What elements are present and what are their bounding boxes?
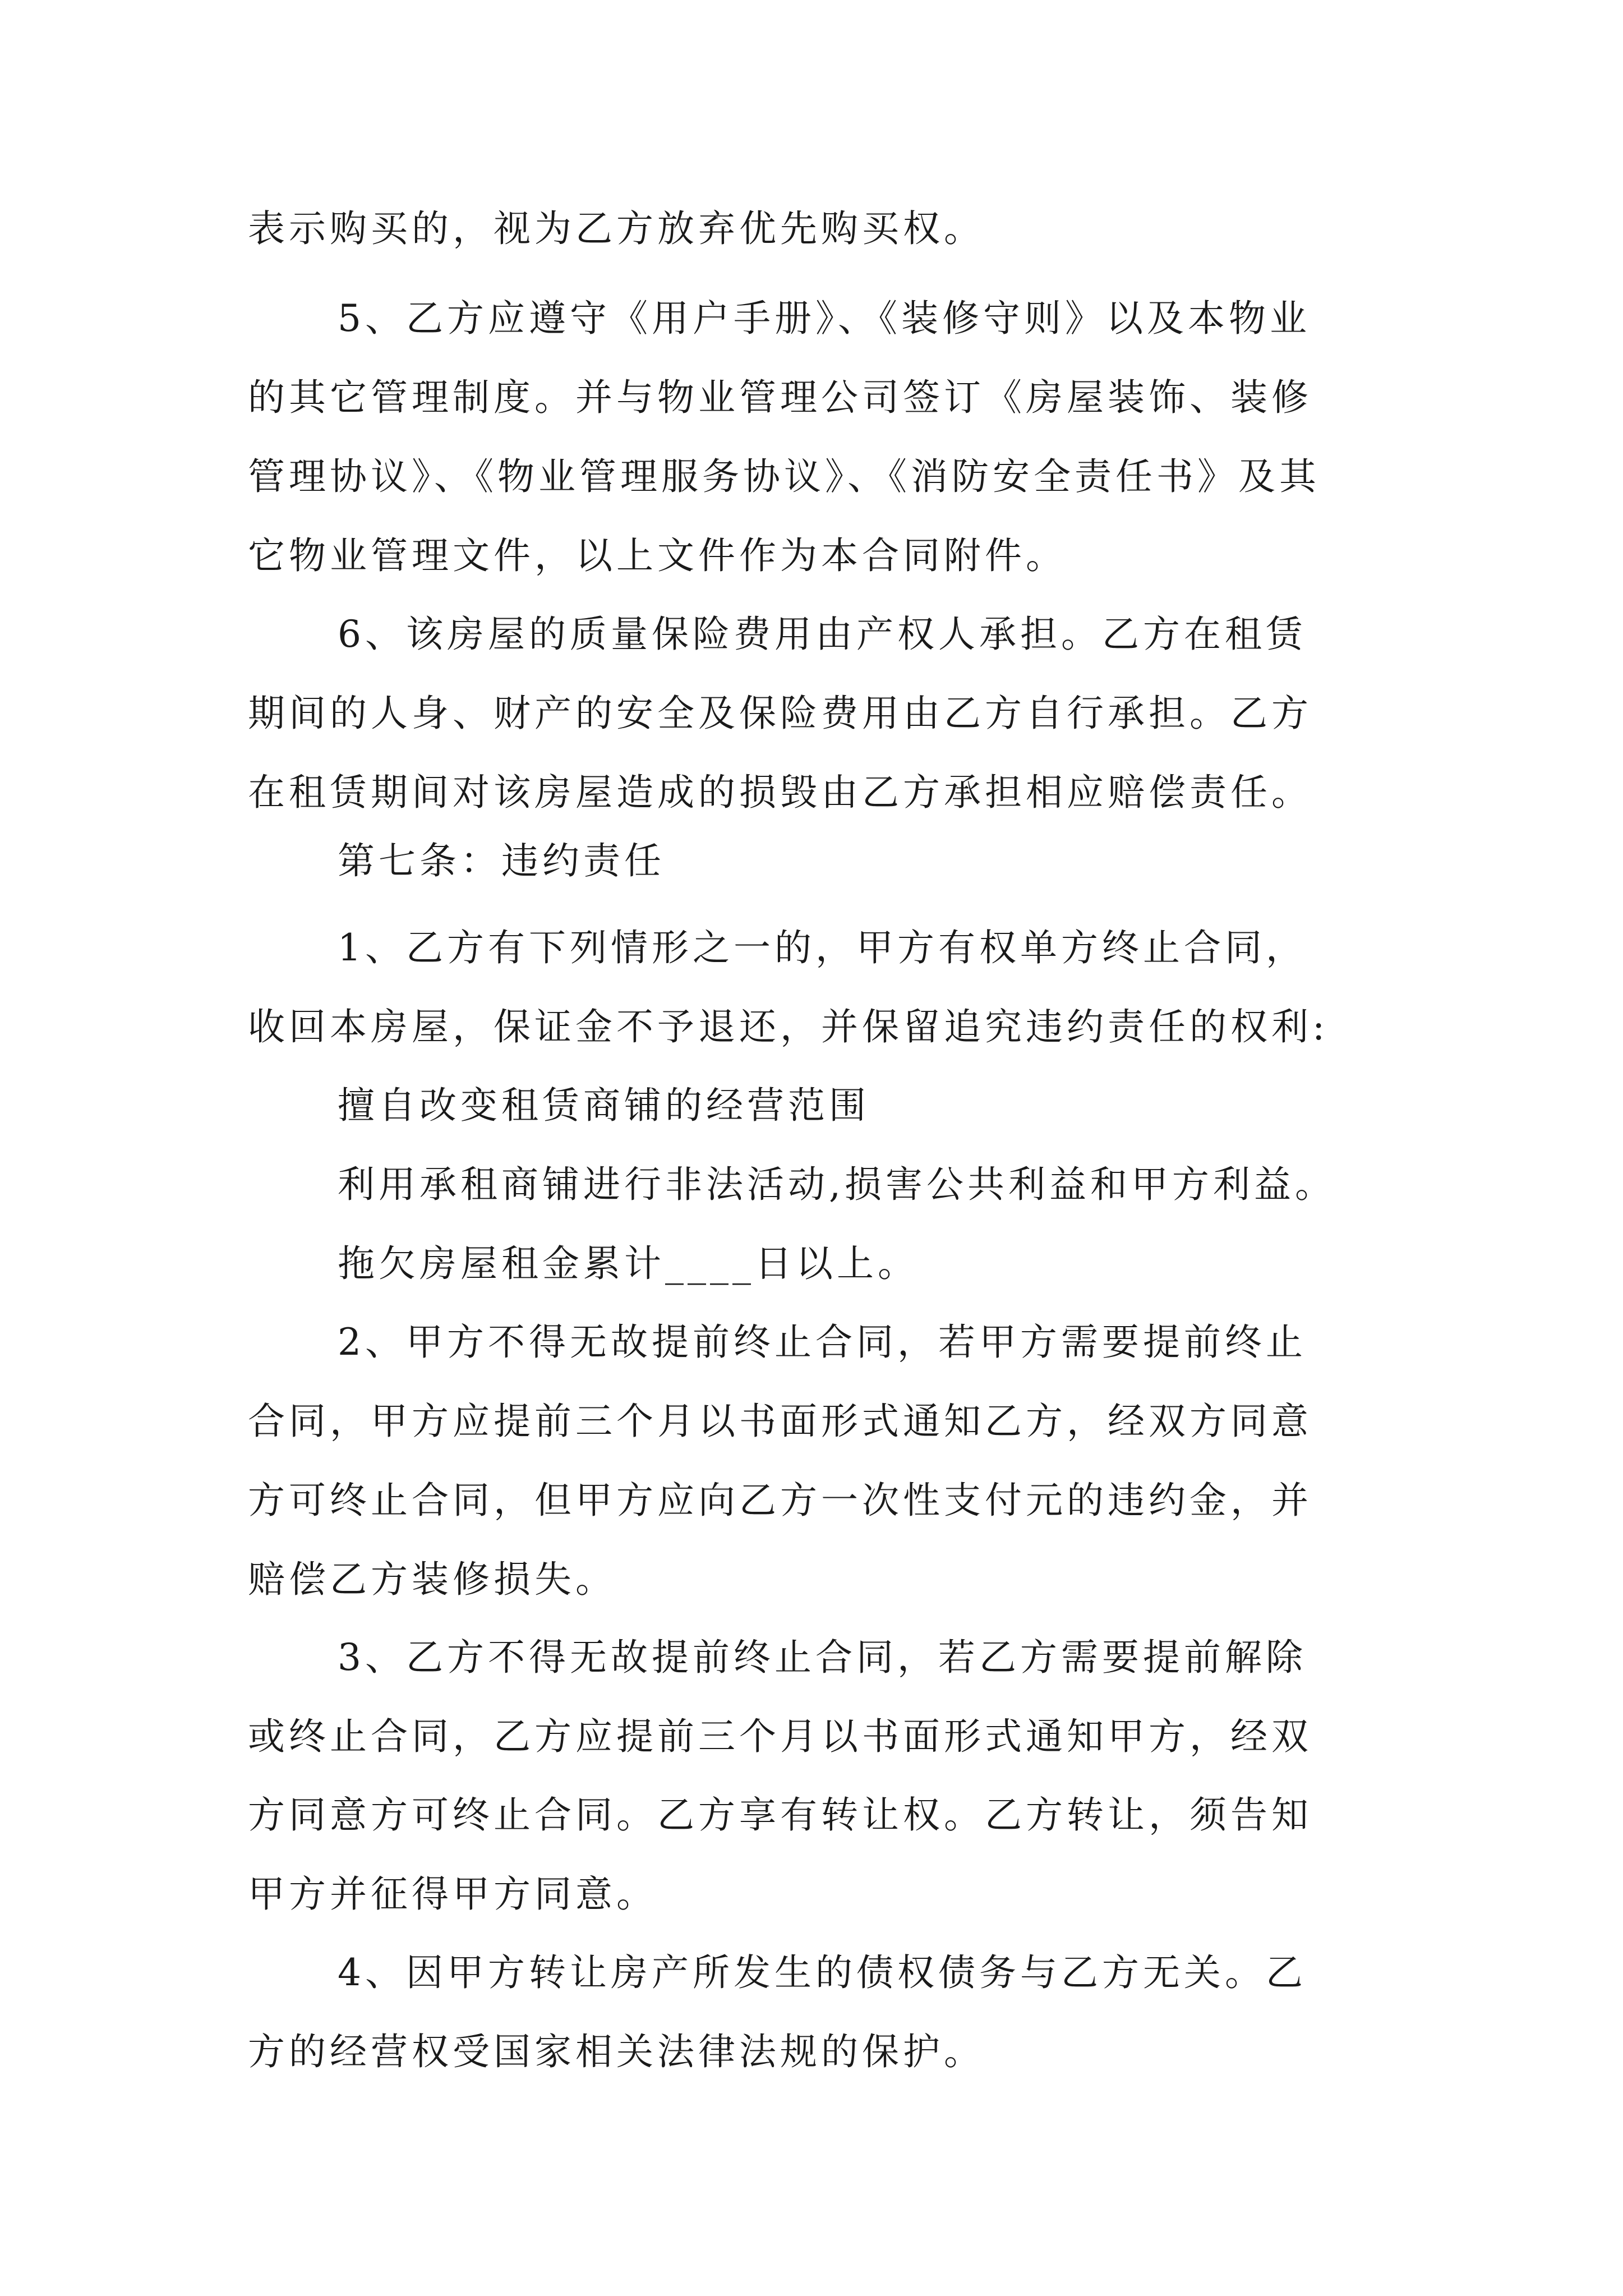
text-line: 收回本房屋，保证金不予退还，并保留追究违约责任的权利: xyxy=(248,1005,1329,1048)
text-line: 甲方并征得甲方同意。 xyxy=(248,1872,657,1916)
text-line: 擅自改变租赁商铺的经营范围 xyxy=(338,1084,870,1127)
text-line: 方同意方可终止合同。乙方享有转让权。乙方转让，须告知 xyxy=(248,1793,1312,1837)
text-line: 期间的人身、财产的安全及保险费用由乙方自行承担。乙方 xyxy=(248,692,1312,735)
text-line: 方可终止合同，但甲方应向乙方一次性支付元的违约金，并 xyxy=(248,1479,1312,1522)
text-line: 1、乙方有下列情形之一的，甲方有权单方终止合同， xyxy=(338,926,1307,969)
text-line: 2、甲方不得无故提前终止合同，若甲方需要提前终止 xyxy=(338,1320,1307,1364)
text-line: 利用承租商铺进行非法活动,损害公共利益和甲方利益。 xyxy=(338,1163,1336,1206)
text-line: 6、该房屋的质量保险费用由产权人承担。乙方在租赁 xyxy=(338,613,1307,656)
text-line: 拖欠房屋租金累计____日以上。 xyxy=(338,1242,919,1285)
text-line: 5、乙方应遵守《用户手册》、《装修守则》以及本物业 xyxy=(338,297,1311,340)
section-heading: 第七条：违约责任 xyxy=(338,839,665,882)
text-line: 4、因甲方转让房产所发生的债权债务与乙方无关。乙 xyxy=(338,1951,1307,1994)
text-line: 表示购买的，视为乙方放弃优先购买权。 xyxy=(248,207,985,250)
text-line: 它物业管理文件，以上文件作为本合同附件。 xyxy=(248,534,1067,577)
text-line: 方的经营权受国家相关法律法规的保护。 xyxy=(248,2030,985,2073)
text-line: 管理协议》、《物业管理服务协议》、《消防安全责任书》及其 xyxy=(248,455,1320,498)
text-line: 赔偿乙方装修损失。 xyxy=(248,1558,616,1601)
text-line: 在租赁期间对该房屋造成的损毁由乙方承担相应赔偿责任。 xyxy=(248,771,1312,814)
text-line: 合同，甲方应提前三个月以书面形式通知乙方，经双方同意 xyxy=(248,1400,1312,1443)
text-line: 的其它管理制度。并与物业管理公司签订《房屋装饰、装修 xyxy=(248,376,1312,419)
text-line: 3、乙方不得无故提前终止合同，若乙方需要提前解除 xyxy=(338,1636,1307,1679)
text-line: 或终止合同，乙方应提前三个月以书面形式通知甲方，经双 xyxy=(248,1715,1312,1758)
